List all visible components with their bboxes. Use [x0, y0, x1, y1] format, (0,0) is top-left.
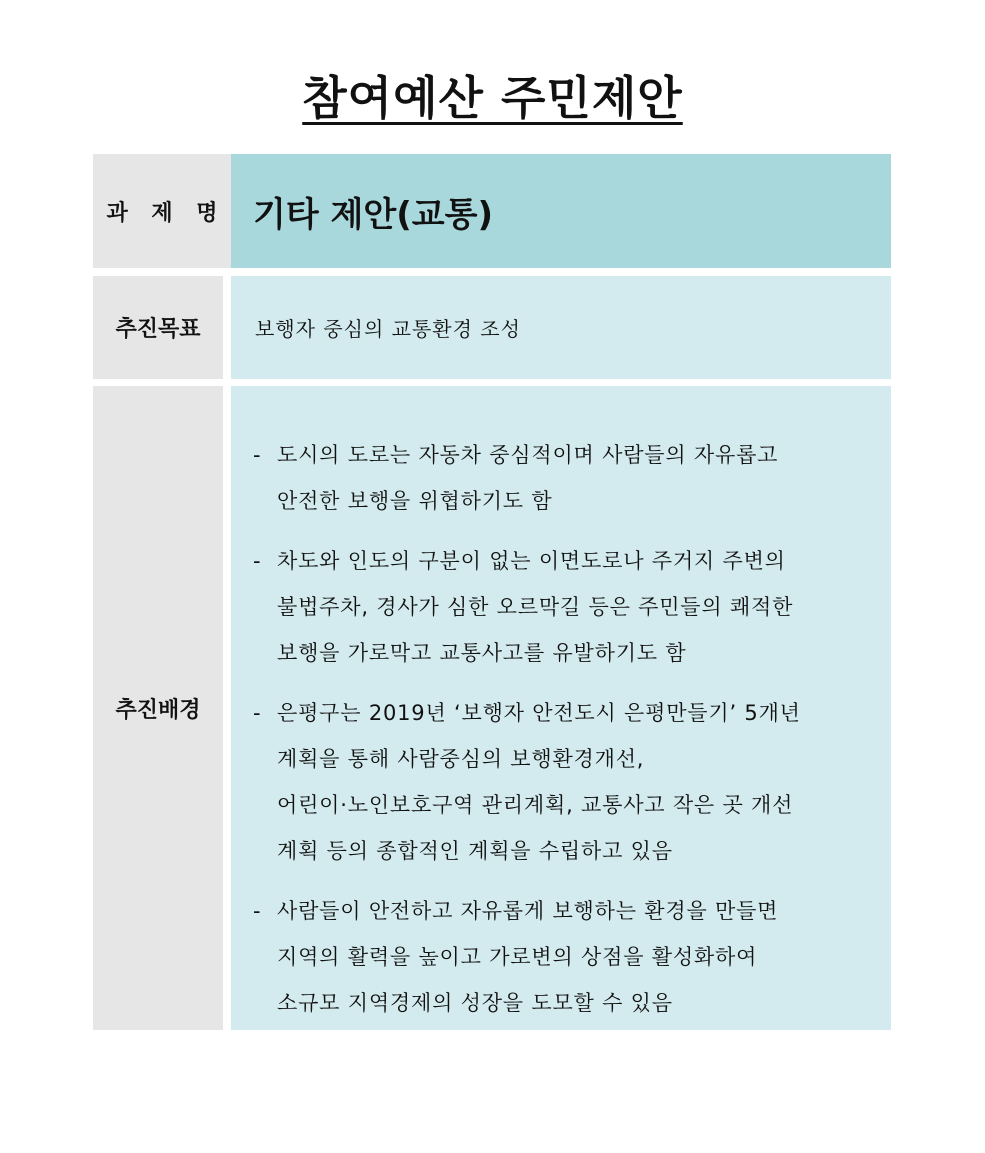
bullet-line: 도시의 도로는 자동차 중심적이며 사람들의 자유롭고 [277, 443, 779, 467]
bullet-line: 차도와 인도의 구분이 없는 이면도로나 주거지 주변의 [277, 549, 786, 573]
subject-label: 과 제 명 [93, 154, 231, 268]
goal-label: 추진목표 [93, 276, 223, 379]
bullet-marker: - [253, 701, 261, 725]
bullet-line: 보행을 가로막고 교통사고를 유발하기도 함 [277, 641, 687, 665]
background-bullet [253, 432, 873, 524]
background-bullet [253, 690, 873, 874]
bullet-line: 어린이·노인보호구역 관리계획, 교통사고 작은 곳 개선 [277, 793, 794, 817]
background-bullet [253, 888, 873, 1026]
document-title-text: 참여예산 주민제안 [302, 71, 683, 125]
subject-value: 기타 제안(교통) [231, 154, 891, 268]
bullet-marker: - [253, 899, 261, 923]
bullet-line: 소규모 지역경제의 성장을 도모할 수 있음 [277, 991, 673, 1015]
bullet-marker: - [253, 443, 261, 467]
goal-value: 보행자 중심의 교통환경 조성 [231, 276, 891, 379]
background-content [231, 386, 891, 1030]
bullet-line: 은평구는 2019년 ‘보행자 안전도시 은평만들기’ 5개년 [277, 701, 801, 725]
background-bullet [253, 538, 873, 676]
document-title [0, 62, 985, 128]
bullet-line: 사람들이 안전하고 자유롭게 보행하는 환경을 만들면 [277, 899, 779, 923]
bullet-line: 계획 등의 종합적인 계획을 수립하고 있음 [277, 839, 673, 863]
background-label: 추진배경 [93, 386, 223, 1030]
bullet-line: 계획을 통해 사람중심의 보행환경개선, [277, 747, 645, 771]
bullet-line: 불법주차, 경사가 심한 오르막길 등은 주민들의 쾌적한 [277, 595, 794, 619]
bullet-line: 안전한 보행을 위협하기도 함 [277, 489, 553, 513]
bullet-marker: - [253, 549, 261, 573]
bullet-line: 지역의 활력을 높이고 가로변의 상점을 활성화하여 [277, 945, 758, 969]
